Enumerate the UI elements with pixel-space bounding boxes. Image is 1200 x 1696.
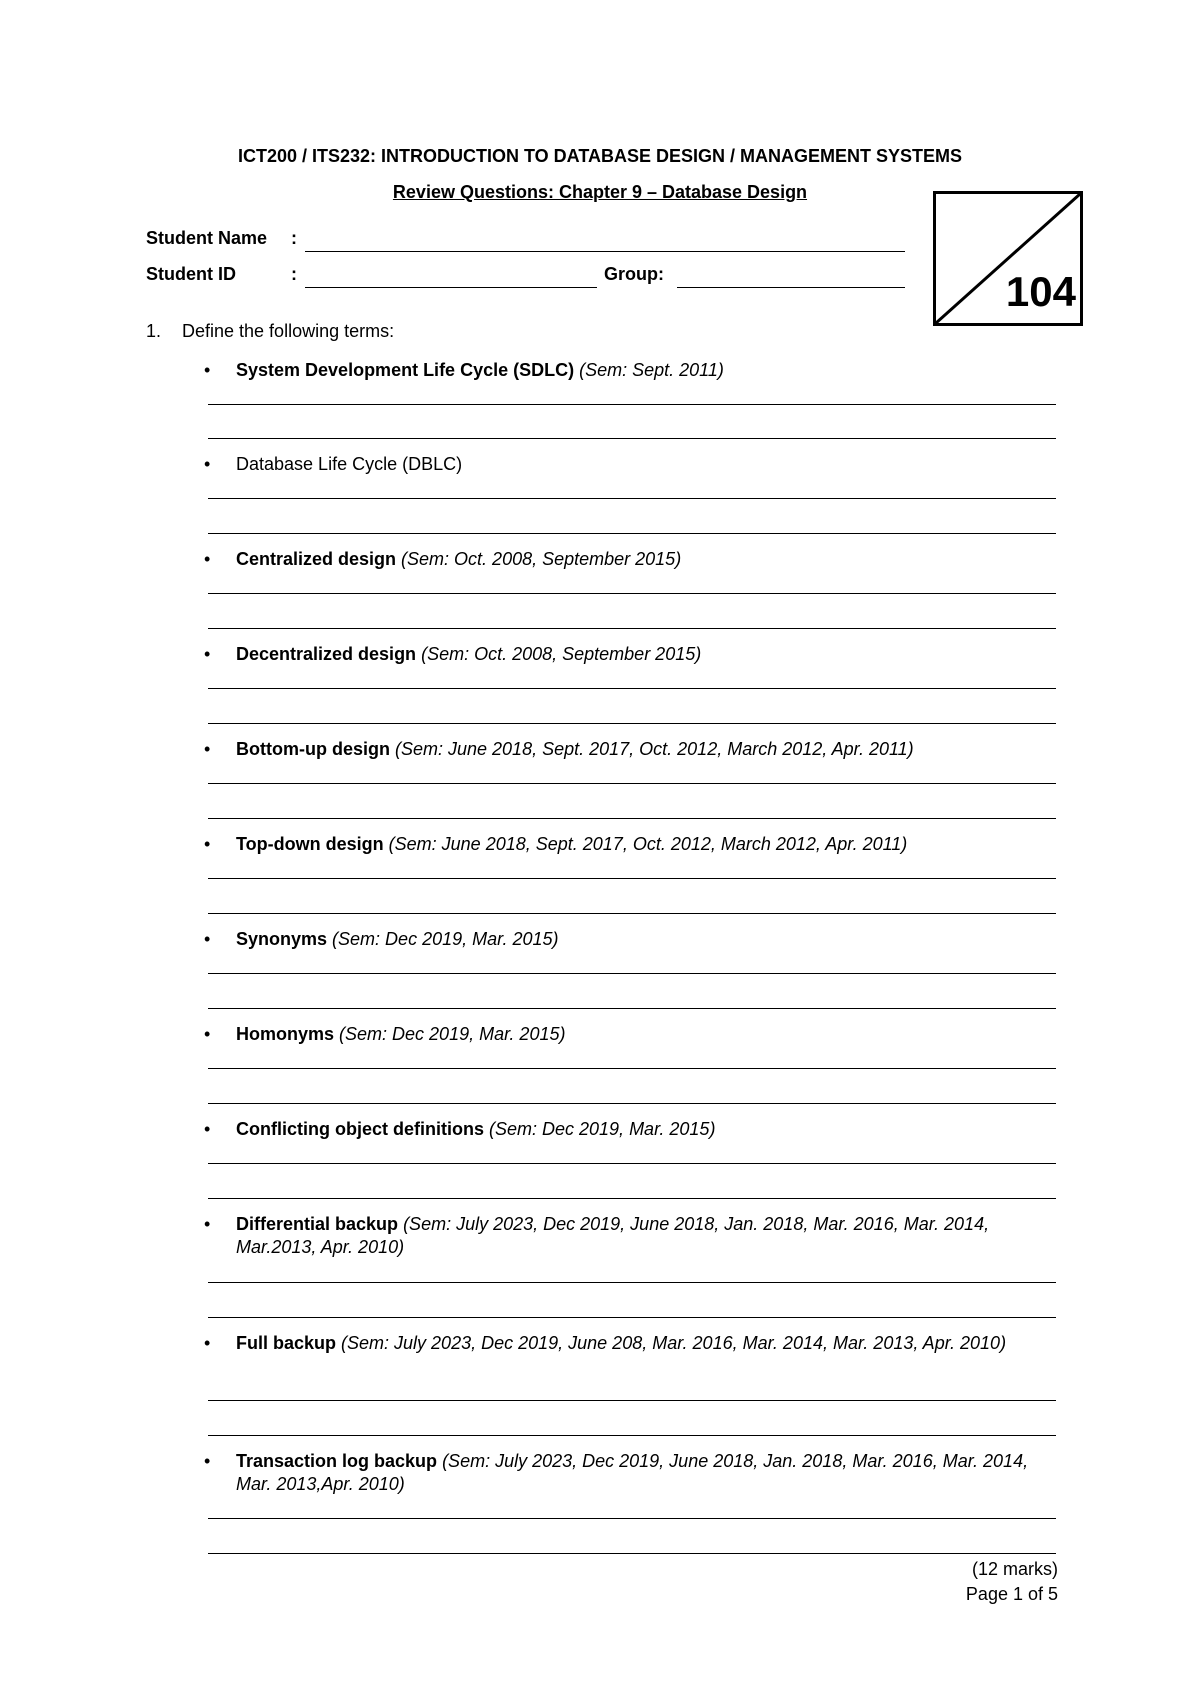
bullet-icon: • (204, 644, 211, 664)
bullet-icon: • (204, 549, 211, 569)
term-item (206, 548, 1056, 571)
answer-line[interactable] (208, 533, 1056, 534)
answer-line[interactable] (208, 1553, 1056, 1554)
term-semesters: (Sem: Dec 2019, Mar. 2015) (489, 1119, 716, 1139)
term-semesters: (Sem: June 2018, Sept. 2017, Oct. 2012, March 2012, Apr. 2011) (388, 834, 908, 854)
term-name: Differential backup (236, 1214, 399, 1234)
bullet-icon: • (204, 1214, 211, 1234)
answer-line[interactable] (208, 1103, 1056, 1104)
answer-line[interactable] (208, 1317, 1056, 1318)
document-title: ICT200 / ITS232: INTRODUCTION TO DATABASE DESIGN / MANAGEMENT SYSTEMS (237, 146, 963, 166)
bullet-icon: • (204, 739, 211, 759)
answer-line[interactable] (208, 783, 1056, 784)
group-label: Group: (604, 264, 664, 284)
answer-line[interactable] (208, 1282, 1056, 1283)
term-name: System Development Life Cycle (SDLC) (236, 360, 575, 380)
term-semesters: (Sem: Dec 2019, Mar. 2015) (332, 929, 559, 949)
term-item (206, 833, 1056, 856)
answer-line[interactable] (208, 593, 1056, 594)
term-name: Bottom-up design (236, 739, 390, 759)
document-subtitle: Review Questions: Chapter 9 – Database Design (392, 182, 808, 202)
bullet-icon: • (204, 1333, 211, 1353)
answer-line[interactable] (208, 438, 1056, 439)
page-number: Page 1 of 5 (965, 1584, 1058, 1604)
term-semesters: (Sem: Sept. 2011) (579, 360, 724, 380)
answer-line[interactable] (208, 628, 1056, 629)
term-name: Decentralized design (236, 644, 417, 664)
term-item (206, 738, 1056, 761)
student-name-colon: : (291, 228, 297, 248)
answer-line[interactable] (208, 1435, 1056, 1436)
term-name: Centralized design (236, 549, 397, 569)
bullet-icon: • (204, 929, 211, 949)
term-semesters: (Sem: June 2018, Sept. 2017, Oct. 2012, March 2012, Apr. 2011) (395, 739, 914, 759)
term-item (206, 1213, 1056, 1259)
question-number: 1. (146, 321, 162, 341)
answer-line[interactable] (208, 973, 1056, 974)
term-item (206, 1118, 1056, 1141)
term-item (206, 359, 1056, 382)
page-footer (966, 1557, 1058, 1607)
answer-line[interactable] (208, 1518, 1056, 1519)
bullet-icon: • (204, 834, 211, 854)
term-name: Top-down design (236, 834, 384, 854)
answer-line[interactable] (208, 688, 1056, 689)
term-semesters: (Sem: July 2023, Dec 2019, June 2018, Jan. 2018, Mar. 2016, Mar. 2014, Mar.2013, Apr. 2010) (236, 1214, 990, 1257)
student-id-label: Student ID (146, 264, 236, 284)
answer-line[interactable] (208, 1068, 1056, 1069)
answer-line[interactable] (208, 818, 1056, 819)
bullet-icon: • (204, 1451, 211, 1471)
student-id-colon: : (291, 264, 297, 284)
bullet-icon: • (204, 1119, 211, 1139)
term-name: Synonyms (236, 929, 328, 949)
answer-line[interactable] (208, 498, 1056, 499)
answer-line[interactable] (208, 404, 1056, 405)
term-semesters: (Sem: Oct. 2008, September 2015) (421, 644, 702, 664)
question-1-prompt (146, 321, 394, 342)
student-name-field[interactable] (305, 251, 905, 252)
answer-line[interactable] (208, 878, 1056, 879)
answer-line[interactable] (208, 723, 1056, 724)
score-value: 104 (1005, 268, 1076, 315)
answer-line[interactable] (208, 1198, 1056, 1199)
answer-line[interactable] (208, 1163, 1056, 1164)
term-name: Full backup (236, 1333, 337, 1353)
answer-line[interactable] (208, 913, 1056, 914)
term-name: Transaction log backup (236, 1451, 438, 1471)
bullet-icon: • (204, 360, 211, 380)
term-item (206, 1023, 1056, 1046)
term-item (206, 1450, 1056, 1496)
student-id-field[interactable] (305, 287, 597, 288)
term-semesters: (Sem: Dec 2019, Mar. 2015) (339, 1024, 566, 1044)
term-name: Conflicting object definitions (236, 1119, 484, 1139)
score-box (933, 191, 1083, 326)
term-item (206, 453, 1056, 476)
answer-line[interactable] (208, 1400, 1056, 1401)
marks-label: (12 marks) (971, 1559, 1058, 1579)
student-name-label: Student Name (146, 228, 268, 248)
term-name: Database Life Cycle (DBLC) (236, 454, 463, 474)
group-field[interactable] (677, 287, 905, 288)
bullet-icon: • (204, 454, 211, 474)
bullet-icon: • (204, 1024, 211, 1044)
term-semesters: (Sem: Oct. 2008, September 2015) (401, 549, 682, 569)
term-semesters: (Sem: July 2023, Dec 2019, June 208, Mar. 2016, Mar. 2014, Mar. 2013, Apr. 2010) (341, 1333, 1007, 1353)
term-name: Homonyms (236, 1024, 335, 1044)
term-semesters: (Sem: July 2023, Dec 2019, June 2018, Jan. 2018, Mar. 2016, Mar. 2014, Mar. 2013,Apr. 2010) (236, 1451, 1029, 1494)
term-item (206, 1332, 1056, 1355)
answer-line[interactable] (208, 1008, 1056, 1009)
term-item (206, 928, 1056, 951)
question-text: Define the following terms: (182, 321, 395, 341)
term-item (206, 643, 1056, 666)
